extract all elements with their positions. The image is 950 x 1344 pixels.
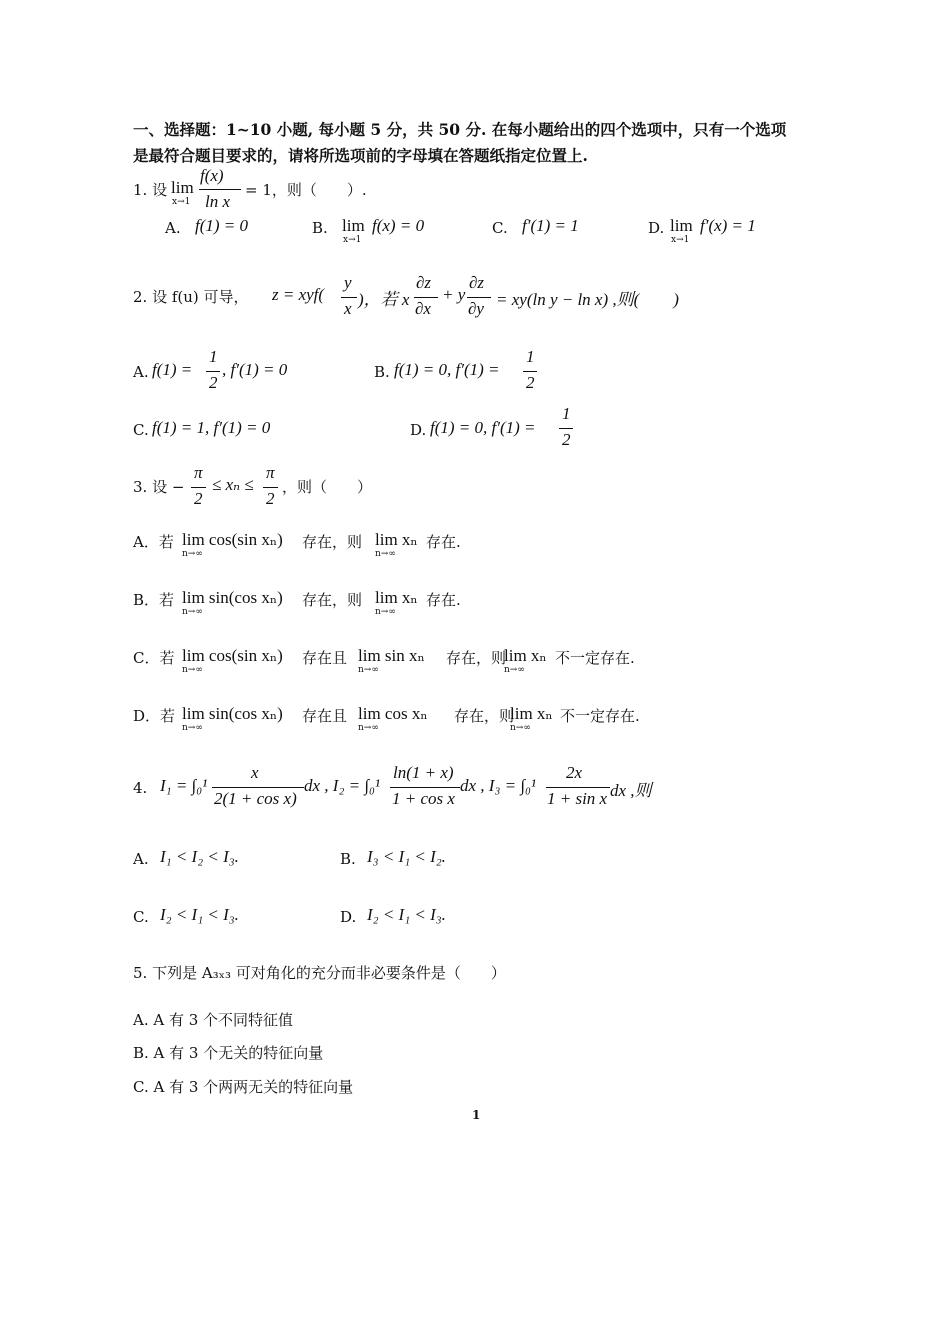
q5-option-a: A. A 有 3 个不同特征值 <box>133 1011 294 1029</box>
q2-y-over-x-bar <box>341 297 357 298</box>
q3-stem-b: ，则（ ） <box>282 478 373 496</box>
q1-option-b-label: B. <box>312 219 328 237</box>
q1-option-c-label: C. <box>492 219 508 237</box>
q3-option-d-tail: 不一定存在. <box>560 707 640 725</box>
q3-option-d-label: D．若 <box>133 707 176 725</box>
q2-stem-a: 2. 设 f(u) 可导， <box>133 288 249 306</box>
q3-two-1: 2 <box>194 489 203 508</box>
q1-option-c: f′(1) = 1 <box>522 216 579 235</box>
q1-fraction-numerator: f(x) <box>200 166 224 185</box>
q4-tail: dx ,则 <box>610 781 652 800</box>
q2-option-d-label: D. <box>410 421 427 439</box>
section-heading-line1: 一、选择题：1~10 小题, 每小题 5 分，共 50 分. 在每小题给出的四个选项中，只有一个选项 <box>133 120 787 139</box>
q1-fraction-bar <box>199 189 241 190</box>
q3-option-b-lim2: lim xₙ <box>375 588 418 607</box>
q3-option-c-mid2: 存在，则 <box>446 649 507 667</box>
q4-option-a-label: A. <box>133 850 149 868</box>
q2-stem-tail: = xy(ln y − ln x) ,则( ) <box>496 290 679 309</box>
q4-i2-bar <box>390 787 460 788</box>
q1-lim-sub: x→1 <box>172 197 191 207</box>
section-heading-line2: 是最符合题目要求的，请将所选项前的字母填在答题纸指定位置上. <box>133 146 588 165</box>
q3-option-c-tail: 不一定存在. <box>555 649 635 667</box>
q2-option-d-frac-bar <box>559 428 573 429</box>
q3-option-b-sub1: n→∞ <box>182 607 203 617</box>
q3-option-b-lim1: lim sin(cos xₙ) <box>182 588 283 607</box>
q3-option-c-lim3: lim xₙ <box>504 646 547 665</box>
q1-option-d-lim: lim <box>670 216 693 235</box>
q2-option-b-frac-num: 1 <box>526 347 535 366</box>
q2-dzdx-bar <box>414 297 438 298</box>
q3-option-b-tail: 存在. <box>426 591 461 609</box>
q2-dz-num-2: ∂z <box>469 273 485 292</box>
q3-option-a-lim1: lim cos(sin xₙ) <box>182 530 283 549</box>
q4-i2-den: 1 + cos x <box>392 789 455 808</box>
q3-option-d-mid2: 存在，则 <box>454 707 515 725</box>
q2-option-b-frac-bar <box>523 371 537 372</box>
q4-i2-num: ln(1 + x) <box>393 763 454 782</box>
q2-dzdy-bar <box>467 297 491 298</box>
q4-i3-den: 1 + sin x <box>547 789 608 808</box>
q4-i3-bar <box>546 787 610 788</box>
q3-option-c-sub2: n→∞ <box>358 665 379 675</box>
q3-option-c-label: C．若 <box>133 649 175 667</box>
q1-option-b: f(x) = 0 <box>372 216 425 235</box>
q1-fraction-denominator: ln x <box>205 192 231 211</box>
q3-stem-a: 3. 设 − <box>133 478 185 496</box>
q2-plus-y: + y <box>442 285 466 304</box>
q4-i1-lhs: I₁ = ∫₀¹ <box>160 776 208 795</box>
q2-option-d-frac-den: 2 <box>562 430 571 449</box>
q2-option-a-text-b: , f′(1) = 0 <box>222 360 288 379</box>
q3-option-b-mid: 存在，则 <box>302 591 363 609</box>
q3-option-d-sub2: n→∞ <box>358 723 379 733</box>
q4-option-d: I₂ < I₁ < I₃. <box>367 905 446 924</box>
q2-option-d-text: f(1) = 0, f′(1) = <box>430 418 536 437</box>
q1-option-d: f′(x) = 1 <box>700 216 756 235</box>
q2-z-def-b: )，若 x <box>358 290 410 309</box>
q3-pi-1: π <box>194 463 203 482</box>
q3-option-b-label: B．若 <box>133 591 175 609</box>
q1-lim: lim <box>171 178 194 197</box>
q3-option-a-tail: 存在. <box>426 533 461 551</box>
q3-option-c-lim2: lim sin xₙ <box>358 646 425 665</box>
q5-option-c: C. A 有 3 个两两无关的特征向量 <box>133 1078 354 1096</box>
q3-frac-bar-2 <box>263 487 278 488</box>
q4-i1-den: 2(1 + cos x) <box>214 789 297 808</box>
q2-option-d-frac-num: 1 <box>562 404 571 423</box>
q2-option-b-label: B. <box>374 363 390 381</box>
q3-option-a-lim2: lim xₙ <box>375 530 418 549</box>
q2-option-a-text-a: f(1) = <box>152 360 193 379</box>
q4-i1-num: x <box>251 763 259 782</box>
q3-option-d-sub1: n→∞ <box>182 723 203 733</box>
q2-y-over-x-den: x <box>344 299 352 318</box>
q2-option-a-frac-num: 1 <box>209 347 218 366</box>
q4-option-c-label: C. <box>133 908 149 926</box>
q4-number: 4. <box>133 779 148 797</box>
q2-option-b-frac-den: 2 <box>526 373 535 392</box>
q2-y-over-x-num: y <box>344 273 352 292</box>
q2-option-a-frac-den: 2 <box>209 373 218 392</box>
q3-option-a-sub2: n→∞ <box>375 549 396 559</box>
q2-dzdx-den: ∂x <box>415 299 431 318</box>
q3-pi-2: π <box>266 463 275 482</box>
q1-option-a: f(1) = 0 <box>195 216 249 235</box>
q2-option-b-text: f(1) = 0, f′(1) = <box>394 360 500 379</box>
q3-option-d-mid: 存在且 <box>302 707 348 725</box>
q2-z-def-a: z = xyf( <box>272 285 325 304</box>
q2-option-c-text: f(1) = 1, f′(1) = 0 <box>152 418 271 437</box>
q2-dzdy-den: ∂y <box>468 299 484 318</box>
q4-option-b-label: B. <box>340 850 356 868</box>
q1-option-b-lim-sub: x→1 <box>343 235 362 245</box>
q1-option-a-label: A. <box>165 219 181 237</box>
q1-stem-prefix: 1. 设 <box>133 181 168 199</box>
q3-option-c-sub3: n→∞ <box>504 665 525 675</box>
q3-option-d-lim3: lim xₙ <box>510 704 553 723</box>
q1-stem-suffix: = 1，则（ ）. <box>245 181 367 199</box>
q3-two-2: 2 <box>266 489 275 508</box>
q4-option-a: I₁ < I₂ < I₃. <box>160 847 239 866</box>
q4-i3-lhs: dx , I₃ = ∫₀¹ <box>460 776 537 795</box>
q3-frac-bar-1 <box>191 487 206 488</box>
q4-option-d-label: D. <box>340 908 357 926</box>
q4-option-c: I₂ < I₁ < I₃. <box>160 905 239 924</box>
q2-dz-num-1: ∂z <box>416 273 432 292</box>
q2-option-a-frac-bar <box>206 371 220 372</box>
q1-option-d-label: D. <box>648 219 665 237</box>
q4-option-b: I₃ < I₁ < I₂. <box>367 847 446 866</box>
q2-option-c-label: C. <box>133 421 149 439</box>
q3-option-a-mid: 存在，则 <box>302 533 363 551</box>
q3-option-c-mid: 存在且 <box>302 649 348 667</box>
q3-mid: ≤ xₙ ≤ <box>212 475 254 494</box>
q3-option-c-sub1: n→∞ <box>182 665 203 675</box>
q1-option-d-lim-sub: x→1 <box>671 235 690 245</box>
q3-option-d-sub3: n→∞ <box>510 723 531 733</box>
q3-option-b-sub2: n→∞ <box>375 607 396 617</box>
q4-i2-lhs: dx , I₂ = ∫₀¹ <box>304 776 381 795</box>
q3-option-d-lim1: lim sin(cos xₙ) <box>182 704 283 723</box>
page-number: 1 <box>472 1108 481 1122</box>
q5-option-b: B. A 有 3 个无关的特征向量 <box>133 1044 324 1062</box>
q1-option-b-lim: lim <box>342 216 365 235</box>
q3-option-a-label: A．若 <box>133 533 174 551</box>
q5-stem: 5. 下列是 A₃ₓ₃ 可对角化的充分而非必要条件是（ ） <box>133 964 506 982</box>
q3-option-a-sub1: n→∞ <box>182 549 203 559</box>
q4-i1-bar <box>212 787 304 788</box>
q3-option-d-lim2: lim cos xₙ <box>358 704 428 723</box>
q3-option-c-lim1: lim cos(sin xₙ) <box>182 646 283 665</box>
q4-i3-num: 2x <box>566 763 583 782</box>
q2-option-a-label: A. <box>133 363 149 381</box>
